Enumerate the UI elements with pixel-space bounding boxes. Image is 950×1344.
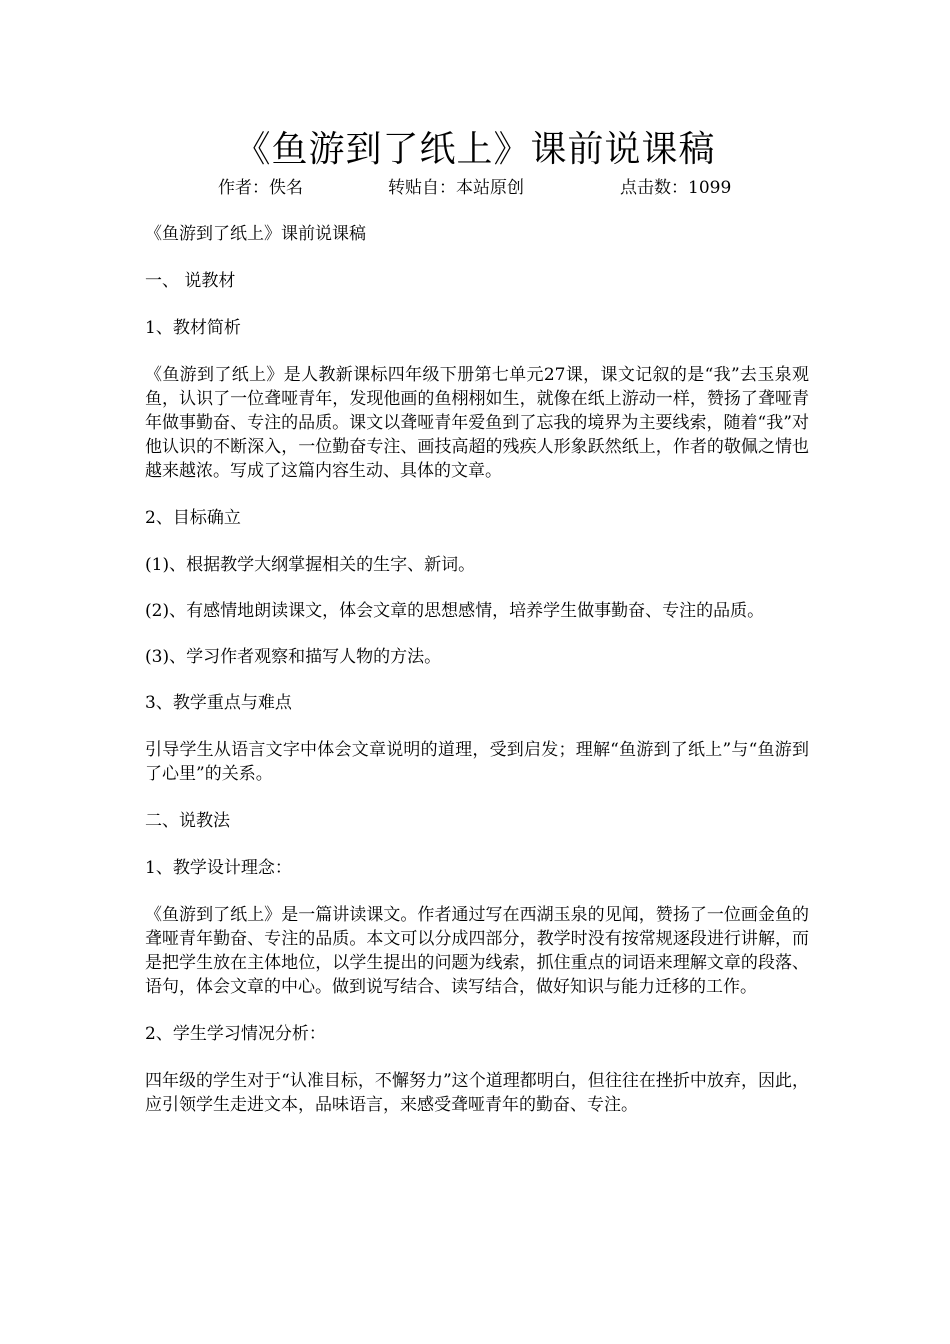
section-heading: 二、说教法	[145, 811, 230, 831]
document-title: 《鱼游到了纸上》课前说课稿	[234, 129, 716, 170]
paragraph: 《鱼游到了纸上》是人教新课标四年级下册第七单元27课，课文记叙的是“我”去玉泉观鱼，认识了一位聋哑青年，发现他画的鱼栩栩如生，就像在纸上游动一样，赞扬了聋哑青年做事勤奋、专注的品质。课文以聋哑青年爱鱼到了忘我的境界为主要线索，随着“我”对他认识的不断深入，一位勤奋专注、画技高超的残疾人形象跃然纸上，作者的敬佩之情也越来越浓。写成了这篇内容生动、具体的文章。	[145, 365, 809, 481]
subsection-heading: 3、教学重点与难点	[145, 693, 292, 713]
subsection-heading: 1、教材简析	[145, 318, 241, 338]
subsection-heading: 2、学生学习情况分析：	[145, 1024, 326, 1044]
paragraph: 引导学生从语言文字中体会文章说明的道理，受到启发；理解“鱼游到了纸上”与“鱼游到了心里”的关系。	[145, 740, 809, 784]
author-info: 作者：佚名	[218, 178, 303, 198]
paragraph: 四年级的学生对于“认准目标，不懈努力”这个道理都明白，但往往在挫折中放弃，因此，应引领学生走进文本，品味语言，来感受聋哑青年的勤奋、专注。	[145, 1071, 809, 1115]
subsection-heading: 1、教学设计理念：	[145, 858, 292, 878]
list-item: (2)、有感情地朗读课文，体会文章的思想感情，培养学生做事勤奋、专注的品质。	[145, 601, 765, 621]
list-item: (1)、根据教学大纲掌握相关的生字、新词。	[145, 555, 476, 575]
click-count: 点击数：1099	[620, 178, 732, 198]
body-heading: 《鱼游到了纸上》课前说课稿	[145, 224, 366, 244]
list-item: (3)、学习作者观察和描写人物的方法。	[145, 647, 442, 667]
section-heading: 一、 说教材	[145, 271, 236, 291]
paragraph: 《鱼游到了纸上》是一篇讲读课文。作者通过写在西湖玉泉的见闻，赞扬了一位画金鱼的聋哑青年勤奋、专注的品质。本文可以分成四部分，教学时没有按常规逐段进行讲解，而是把学生放在主体地位，以学生提出的问题为线索，抓住重点的词语来理解文章的段落、语句，体会文章的中心。做到说写结合、读写结合，做好知识与能力迁移的工作。	[145, 905, 809, 997]
subsection-heading: 2、目标确立	[145, 508, 241, 528]
document-body	[145, 222, 809, 1140]
source-info: 转贴自：本站原创	[388, 178, 524, 198]
